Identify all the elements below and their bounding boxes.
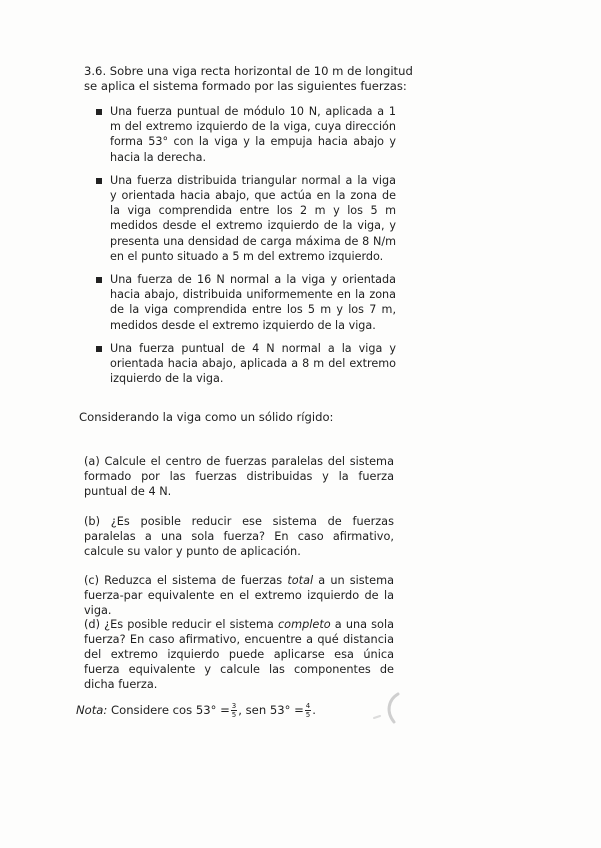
note-end: . — [312, 703, 316, 717]
question-c-start: (c) Reduzca el sistema de fuerzas — [84, 574, 283, 587]
force-item-point-4n — [96, 341, 396, 387]
problem-statement — [84, 64, 413, 94]
question-a: (a) Calcule el centro de fuerzas paralelas del sistema formado por las fuerzas distribuidas y la fuerza puntual de 4 N. — [84, 455, 394, 498]
force-list — [96, 104, 396, 394]
question-c-end: a un sistema fuerza-par equivalente en el extremo izquierdo de la viga. — [84, 574, 394, 617]
question-d-start: (d) ¿Es posible reducir el sistema — [84, 618, 274, 631]
cos-denominator: 5 — [231, 711, 237, 719]
rigid-body-intro: Considerando la viga como un sólido rígido: — [79, 410, 334, 424]
sen-fraction — [305, 702, 311, 719]
square-bullet-icon — [96, 277, 102, 283]
note-sen: sen 53° = — [245, 703, 304, 717]
cos-numerator: 3 — [231, 702, 237, 710]
note-label: Nota: — [76, 703, 108, 717]
force-item-triangular — [96, 173, 396, 264]
sen-denominator: 5 — [305, 711, 311, 719]
square-bullet-icon — [96, 346, 102, 352]
force-item-text: Una fuerza distribuida triangular normal a la viga y orientada hacia abajo, que actúa en la zona de la viga comprendida entre los 2 m y los 5 m medidos desde el extremo izquierdo de la viga, y presenta una densidad de carga máxima de 8 N/m en el punto situado a 5 m del extremo izquierdo. — [110, 173, 396, 263]
problem-heading-line-2: se aplica el sistema formado por las siguientes fuerzas: — [84, 79, 407, 93]
force-item-text: Una fuerza de 16 N normal a la viga y orientada hacia abajo, distribuida uniformemente en la zona de la viga comprendida entre los 5 m y los 7 m, medidos desde el extremo izquierdo de la viga. — [110, 273, 396, 332]
force-item-uniform-16n — [96, 272, 396, 333]
note-text: Considere — [111, 703, 169, 717]
question-d-emphasis: completo — [277, 618, 331, 631]
note-separator: , — [238, 703, 242, 717]
question-c — [84, 573, 394, 618]
question-d-end: a una sola fuerza? En caso afirmativo, encuentre a qué distancia del extremo izquierdo puede aplicarse esa única fuerza equivalente y calcule las componentes de dicha fuerza. — [84, 618, 395, 691]
sen-numerator: 4 — [305, 702, 311, 710]
pencil-mark-icon — [368, 688, 408, 728]
note-cos: cos 53° = — [172, 703, 230, 717]
question-d — [84, 617, 394, 692]
question-c-emphasis: total — [287, 574, 314, 587]
question-b: (b) ¿Es posible reducir ese sistema de fuerzas paralelas a una sola fuerza? En caso afirmativo, calcule su valor y punto de aplicación. — [84, 515, 394, 558]
force-item-text: Una fuerza puntual de módulo 10 N, aplicada a 1 m del extremo izquierdo de la viga, cuya dirección forma 53° con la viga y la empuja hacia abajo y hacia la derecha. — [110, 105, 396, 164]
note — [76, 702, 316, 719]
square-bullet-icon — [96, 178, 102, 184]
force-item-text: Una fuerza puntual de 4 N normal a la viga y orientada hacia abajo, aplicada a 8 m del extremo izquierdo de la viga. — [110, 341, 396, 386]
square-bullet-icon — [96, 109, 102, 115]
force-item-point-10n — [96, 104, 396, 165]
cos-fraction — [231, 702, 237, 719]
problem-heading-line-1: 3.6. Sobre una viga recta horizontal de 10 m de longitud — [84, 64, 413, 78]
